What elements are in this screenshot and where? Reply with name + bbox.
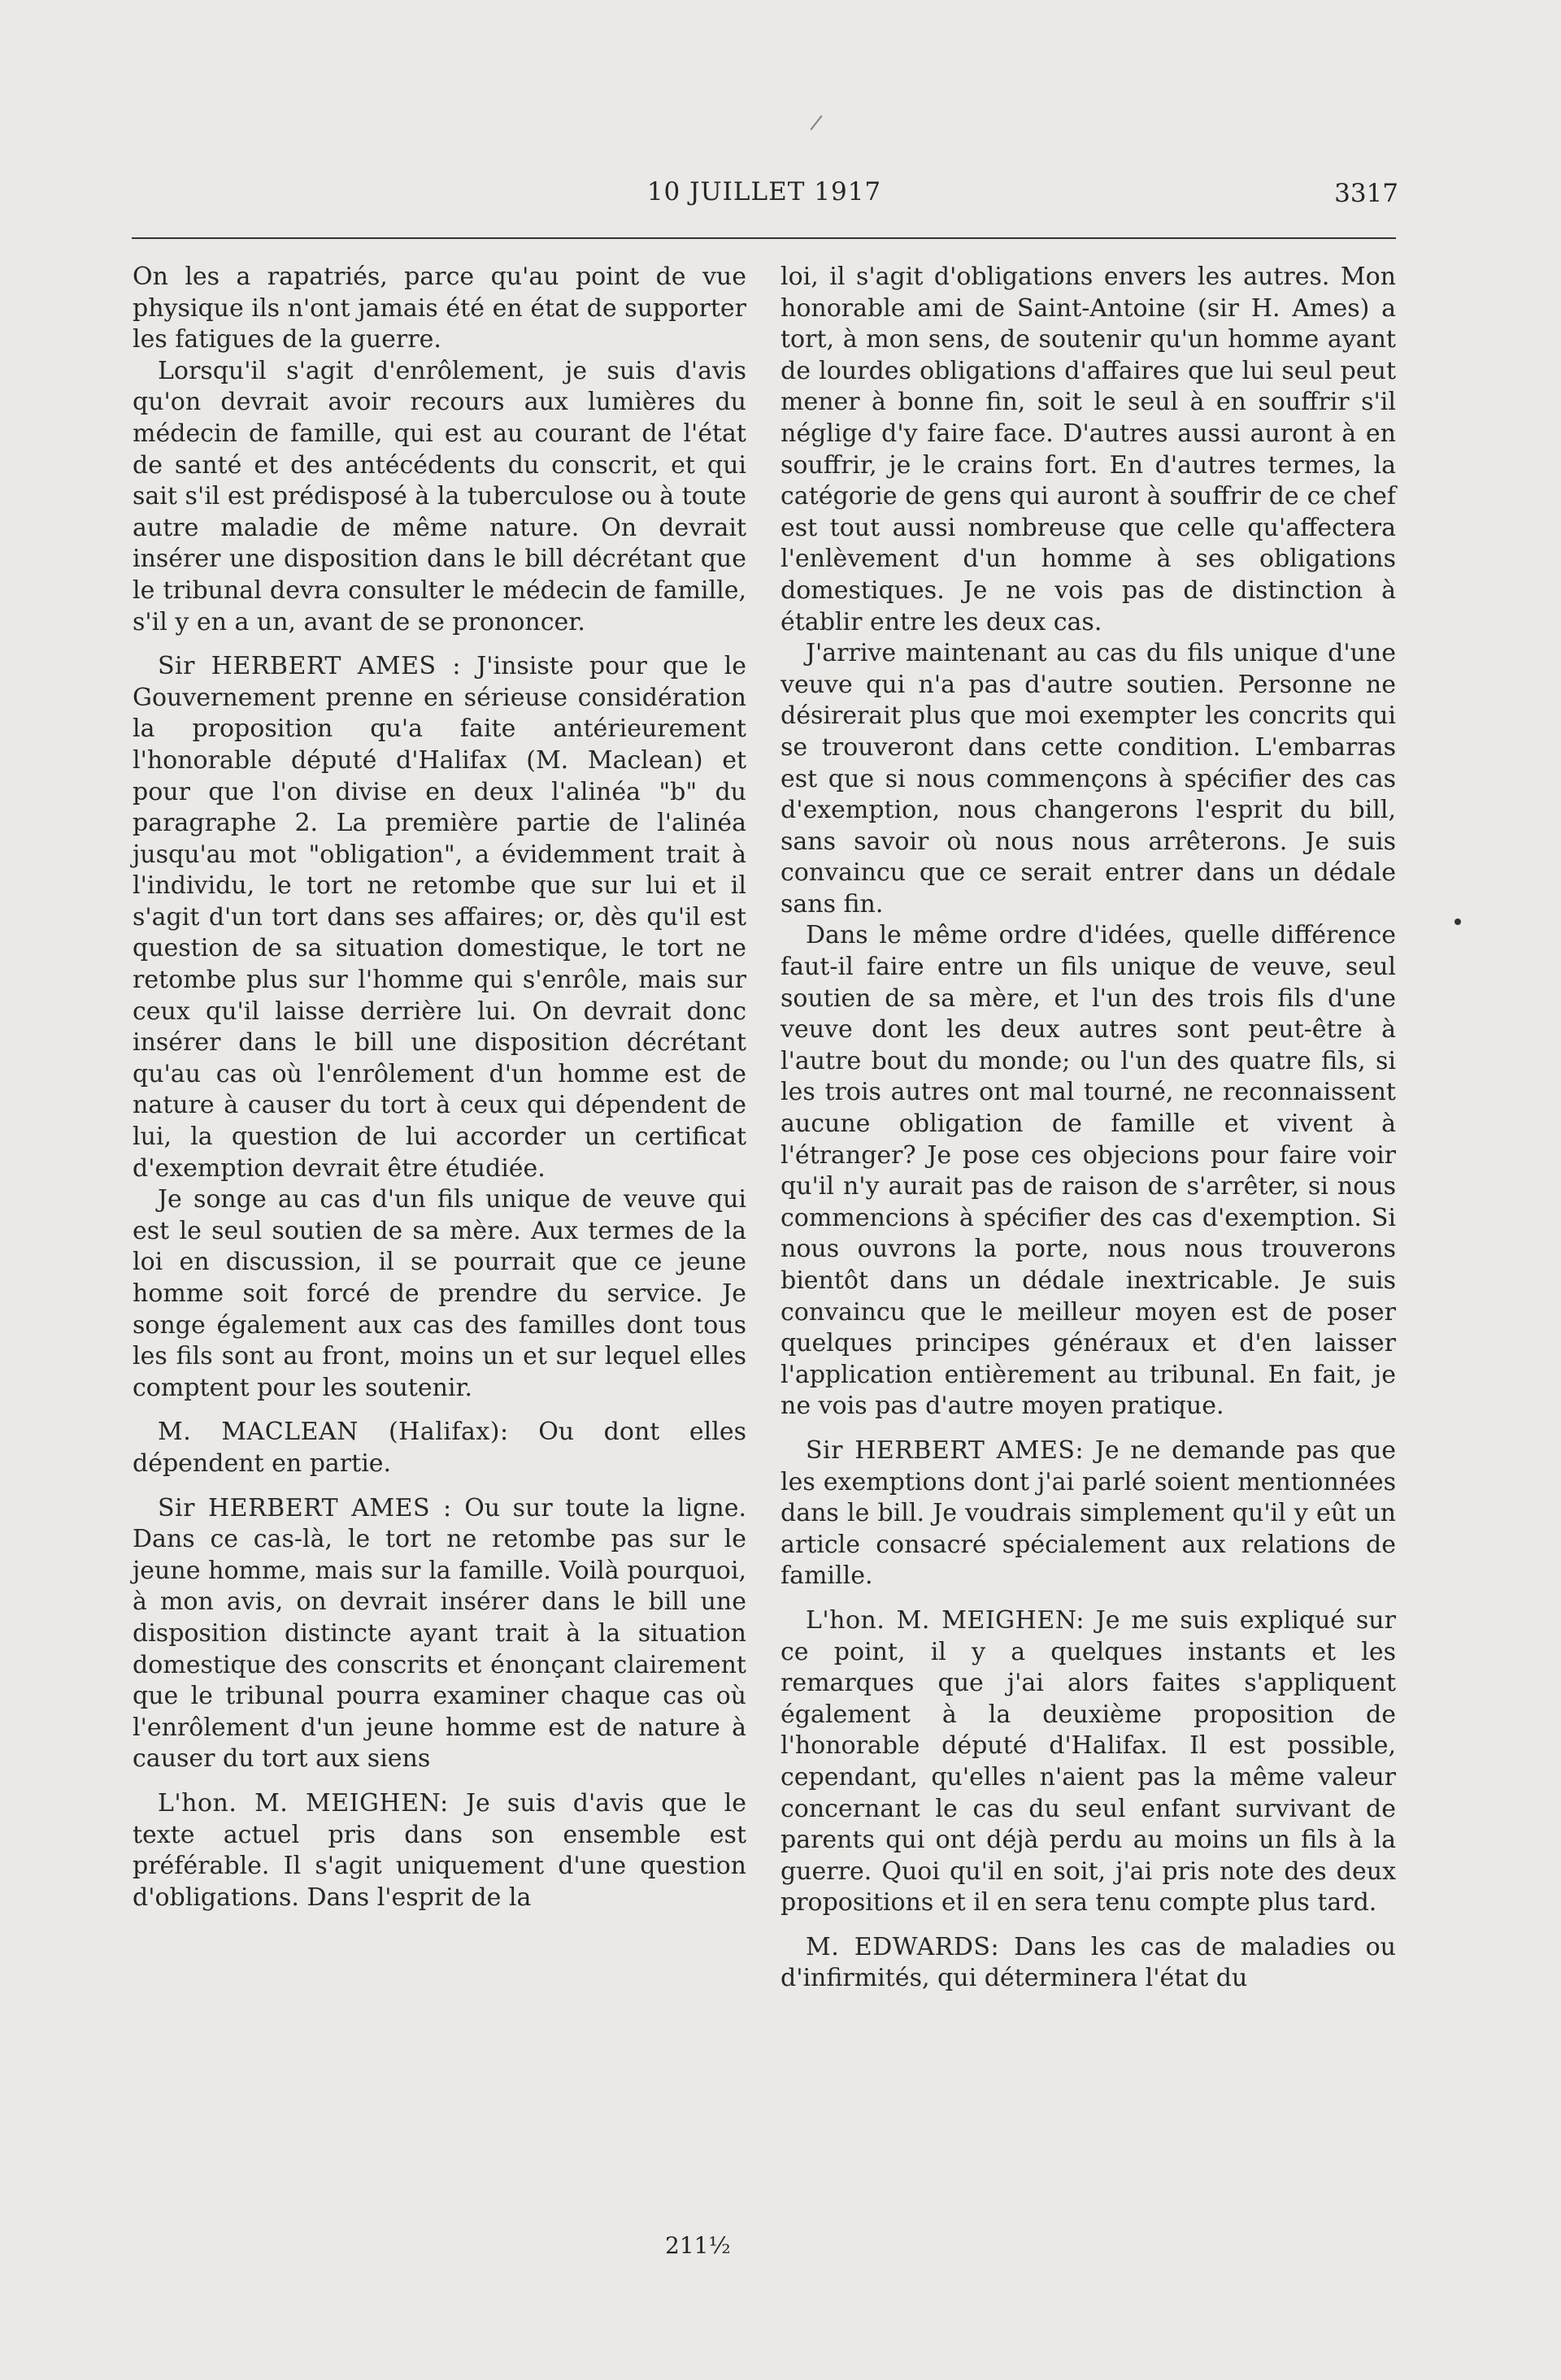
speaker-name: L'hon. M. MEIGHEN: [158,1788,449,1818]
page-number: 3317 [1334,179,1398,208]
paragraph: L'hon. M. MEIGHEN: Je me suis expliqué sur ce point, il y a quelques instants et les remarques que j'ai alors faites s'appliquent également à la deuxième proposition de l'honorable député d'Halifax. Il est possible, cependant, qu'elles n'aient pas la même valeur concernant le cas du seul enfant survivant de parents qui ont déjà perdu au moins un fils à la guerre. Quoi qu'il en soit, j'ai pris note des deux propositions et il en sera tenu compte plus tard. [780,1605,1396,1917]
paragraph: Sir HERBERT AMES : J'insiste pour que le Gouvernement prenne en sérieuse considération la proposition qu'a faite antérieurement l'honorable député d'Halifax (M. Maclean) et pour que l'on divise en deux l'alinéa "b" du paragraphe 2. La première partie de l'alinéa jusqu'au mot "obligation", a évidemment trait à l'individu, le tort ne retombe que sur lui et il s'agit d'un tort dans ses affaires; or, dès qu'il est question de sa situation domestique, le tort ne retombe plus sur l'homme qui s'enrôle, mais sur ceux qu'il laisse derrière lui. On devrait donc insérer dans le bill une disposition décrétant qu'au cas où l'enrôlement d'un homme est de nature à causer du tort à ceux qui dépendent de lui, la question de lui accorder un certificat d'exemption devrait être étudiée. [133,652,746,1183]
speaker-name: M. MACLEAN (Halifax): [158,1418,509,1447]
speaker-name: L'hon. M. MEIGHEN: [806,1605,1085,1635]
header-rule [132,237,1396,239]
speaker-name: Sir HERBERT AMES : [158,652,461,681]
left-column [133,262,746,1913]
paragraph: Dans le même ordre d'idées, quelle différence faut-il faire entre un fils unique de veuve, seul soutien de sa mère, et l'un des trois fils d'une veuve dont les deux autres sont peut-être à l'autre bout du monde; ou l'un des quatre fils, si les trois autres ont mal tourné, ne reconnaissent aucune obligation de famille et vivent à l'étranger? Je pose ces objecions pour faire voir qu'il n'y aurait pas de raison de s'arrêter, si nous commencions à spécifier des cas d'exemption. Si nous ouvrons la porte, nous nous trouverons bientôt dans un dédale inextricable. Je suis convaincu que le meilleur moyen est de poser quelques principes généraux et d'en laisser l'application entièrement au tribunal. En fait, je ne vois pas d'autre moyen pratique. [780,921,1396,1421]
paragraph: Lorsqu'il s'agit d'enrôlement, je suis d'avis qu'on devrait avoir recours aux lumières du médecin de famille, qui est au courant de l'état de santé et des antécédents du conscrit, et qui sait s'il est prédisposé à la tuberculose ou à toute autre maladie de même nature. On devrait insérer une disposition dans le bill décrétant que le tribunal devra consulter le médecin de famille, s'il y en a un, avant de se prononcer. [133,356,746,636]
running-header [130,177,1398,218]
paragraph: M. EDWARDS: Dans les cas de maladies ou d'infirmités, qui déterminera l'état du [780,1932,1396,1993]
paragraph: L'hon. M. MEIGHEN: Je suis d'avis que le texte actuel pris dans son ensemble est préférable. Il s'agit uniquement d'une question d'obligations. Dans l'esprit de la [133,1788,746,1912]
paragraph: Sir HERBERT AMES : Ou sur toute la ligne. Dans ce cas-là, le tort ne retombe pas sur le jeune homme, mais sur la famille. Voilà pourquoi, à mon avis, on devrait insérer dans le bill une disposition distincte ayant trait à la situation domestique des conscrits et énonçant clairement que le tribunal pourra examiner chaque cas où l'enrôlement d'un jeune homme est de nature à causer du tort aux siens [133,1493,746,1774]
stray-ink-dot [1454,919,1461,925]
paragraph: loi, il s'agit d'obligations envers les autres. Mon honorable ami de Saint-Antoine (sir H. Ames) a tort, à mon sens, de soutenir qu'un homme ayant de lourdes obligations d'affaires que lui seul peut mener à bonne fin, soit le seul à en souffrir s'il néglige d'y faire face. D'autres aussi auront à en souffrir, je le crains fort. En d'autres termes, la catégorie de gens qui auront à souffrir de ce chef est tout aussi nombreuse que celle qu'affectera l'enlèvement d'un homme à ses obligations domestiques. Je ne vois pas de distinction à établir entre les deux cas. [780,263,1396,636]
paragraph: J'arrive maintenant au cas du fils unique d'une veuve qui n'a pas d'autre soutien. Personne ne désirerait plus que moi exempter les concrits qui se trouveront dans cette condition. L'embarras est que si nous commençons à spécifier des cas d'exemption, nous changerons l'esprit du bill, sans savoir où nous nous arrêterons. Je suis convaincu que ce serait entrer dans un dédale sans fin. [780,639,1396,919]
paragraph: On les a rapatriés, parce qu'au point de vue physique ils n'ont jamais été en état de supporter les fatigues de la guerre. [133,263,746,354]
paragraph: Sir HERBERT AMES: Je ne demande pas que les exemptions dont j'ai parlé soient mentionnées dans le bill. Je voudrais simplement qu'il y eût un article consacré spécialement aux relations de famille. [780,1435,1396,1591]
speaker-name: M. EDWARDS: [806,1932,1000,1961]
folio-mark: 211½ [665,2232,731,2259]
paragraph: M. MACLEAN (Halifax): Ou dont elles dépendent en partie. [133,1418,746,1478]
speaker-name: Sir HERBERT AMES : [158,1493,452,1522]
right-column [780,262,1396,1995]
header-date: 10 JUILLET 1917 [646,177,882,206]
stray-pen-mark [810,115,822,131]
speaker-name: Sir HERBERT AMES: [806,1435,1085,1465]
paragraph: Je songe au cas d'un fils unique de veuve qui est le seul soutien de sa mère. Aux termes de la loi en discussion, il se pourrait que ce jeune homme soit forcé de prendre du service. Je songe également aux cas des familles dont tous les fils sont au front, moins un et sur lequel elles comptent pour les soutenir. [133,1185,746,1402]
